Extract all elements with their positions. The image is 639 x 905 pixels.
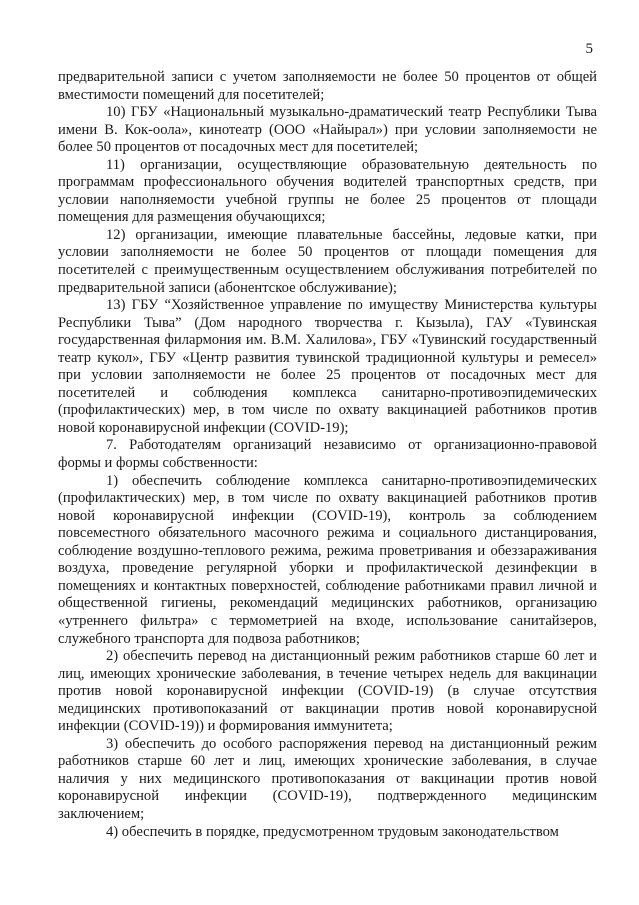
paragraph: 11) организации, осуществляющие образовательную деятельность по программам профессионального обучения водителей транспортных средств, при условии наполняемости учебной группы не более 25 процентов от площади помещения для размещения обучающихся; <box>58 156 597 226</box>
paragraph: 2) обеспечить перевод на дистанционный режим работников старше 60 лет и лиц, имеющих хронические заболевания, в течение четырех недель для вакцинации против новой коронавирусной инфекции (COVID-19) (в случае отсутствия медицинских противопоказаний от вакцинации против новой коронавирусной инфекции (COVID-19)) и формирования иммунитета; <box>58 648 597 735</box>
paragraph: 4) обеспечить в порядке, предусмотренном трудовым законодательством <box>106 823 559 840</box>
paragraph: 10) ГБУ «Национальный музыкально-драматический театр Республики Тыва имени В. Кок-оола», кинотеатр (ООО «Найырал») при условии заполняемости не более 50 процентов от посадочных мест для посетителей; <box>58 104 597 156</box>
paragraph: 3) обеспечить до особого распоряжения перевод на дистанционный режим работников старше 60 лет и лиц, имеющих хронические заболевания, в случае наличия у них медицинского противопоказания от вакцинации против новой коронавирусной инфекции (COVID-19), подтвержденного медицинским заключением; <box>58 735 597 822</box>
paragraph: предварительной записи с учетом заполняемости не более 50 процентов от общей вместимости помещений для посетителей; <box>58 69 597 103</box>
paragraph: 12) организации, имеющие плавательные бассейны, ледовые катки, при условии заполняемости не более 50 процентов от площади помещения для посетителей с преимущественным осуществлением обслуживания потребителей по предварительной записи (абонентское обслуживание); <box>58 226 597 296</box>
paragraph: 13) ГБУ “Хозяйственное управление по имуществу Министерства культуры Республики Тыва” (Дом народного творчества г. Кызыла), ГАУ «Тувинская государственная филармония им. В.М. Халилова», ГБУ «Тувинский государственный театр кукол», ГБУ «Центр развития тувинской традиционной культуры и ремесел» при условии заполняемости не более 25 процентов от посадочных мест для посетителей и соблюдения комплекса санитарно-противоэпидемических (профилактических) мер, в том числе по охвату вакцинацией работников против новой коронавирусной инфекции (COVID-19); <box>58 297 597 436</box>
document-body <box>58 69 597 841</box>
page-number: 5 <box>585 41 593 57</box>
section-heading: 7. Работодателям организаций независимо от организационно-правовой формы и формы собственности: <box>58 437 597 472</box>
paragraph: 1) обеспечить соблюдение комплекса санитарно-противоэпидемических (профилактических) мер, в том числе по охвату вакцинацией работников против новой коронавирусной инфекции (COVID-19), контроль за соблюдением повсеместного обязательного масочного режима и социального дистанцирования, соблюдение воздушно-теплового режима, режима проветривания и обеззараживания воздуха, проведение регулярной уборки и профилактической дезинфекции в помещениях и контактных поверхностей, соблюдение работниками правил личной и общественной гигиены, рекомендаций медицинских работников, организацию «утреннего фильтра» с термометрией на входе, использование санитайзеров, служебного транспорта для подвоза работников; <box>58 472 597 647</box>
